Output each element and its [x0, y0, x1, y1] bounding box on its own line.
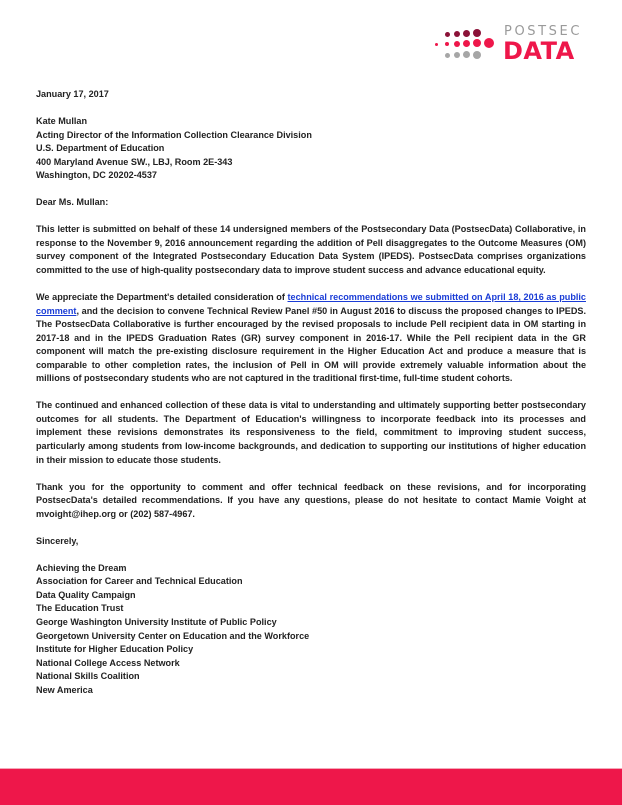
recipient-address — [36, 115, 586, 183]
signatory: Georgetown University Center on Education and the Workforce — [36, 630, 310, 641]
signatory: George Washington University Institute of Public Policy — [36, 616, 277, 627]
signatory: The Education Trust — [36, 603, 124, 614]
recipient-address-line1: 400 Maryland Avenue SW., LBJ, Room 2E-343 — [36, 156, 233, 167]
recipient-name: Kate Mullan — [36, 116, 88, 127]
technical-recommendations-link[interactable]: technical recommendations we submitted on April 18, 2016 as public comment — [36, 292, 586, 316]
salutation: Dear Ms. Mullan: — [36, 197, 109, 208]
letter-body — [36, 88, 586, 697]
signatory: Achieving the Dream — [36, 562, 127, 573]
recipient-title: Acting Director of the Information Collection Clearance Division — [36, 129, 312, 140]
signatory: National College Access Network — [36, 657, 180, 668]
signatory: Association for Career and Technical Education — [36, 576, 243, 587]
logo-text-postsec: POSTSEC — [504, 24, 583, 39]
letter-date: January 17, 2017 — [36, 89, 109, 99]
paragraph-2-intro: We appreciate the Department's detailed consideration of — [36, 292, 288, 303]
paragraph-1: This letter is submitted on behalf of these 14 undersigned members of the Postsecondary Data (PostsecData) Collaborative, in response to the November 9, 2016 announcement regarding the addition of Pell disaggregates to the Outcome Measures (OM) survey component of the Integrated Postsecondary Education Data System (IPEDS). PostsecData comprises organizations committed to the use of high-quality postsecondary data to improve student success and advance educational equity. — [36, 224, 586, 275]
signatory-list — [36, 562, 586, 697]
postsecdata-logo — [432, 22, 622, 66]
paragraph-3: The continued and enhanced collection of these data is vital to understanding and ultimately supporting better postsecondary outcomes for all students. The Department of Education's willingness to incorporate feedback into its processes and implement these revisions demonstrates its responsiveness to the field, commitment to improving student success, particularly among students from low-income backgrounds, and dedication to supporting our institutions of higher education in their mission to educate those students. — [36, 400, 586, 465]
paragraph-4: Thank you for the opportunity to comment and offer technical feedback on these revisions, and for incorporating PostsecData's detailed recommendations. If you have any questions, please do not hesitate to contact Mamie Voight at mvoight@ihep.org or (202) 587-4967. — [36, 481, 586, 519]
signatory: National Skills Coalition — [36, 671, 140, 682]
signatory: Data Quality Campaign — [36, 589, 136, 600]
footer-band — [0, 768, 622, 805]
logo-text-data: DATA — [503, 37, 575, 65]
recipient-org: U.S. Department of Education — [36, 143, 165, 154]
closing: Sincerely, — [36, 535, 79, 546]
recipient-address-line2: Washington, DC 20202-4537 — [36, 170, 157, 181]
signatory: Institute for Higher Education Policy — [36, 644, 194, 655]
paragraph-2-body: , and the decision to convene Technical Review Panel #50 in August 2016 to discuss the proposed changes to IPEDS. The PostsecData Collaborative is further encouraged by the revised proposals to include Pell recipient data in OM starting in 2017-18 and in the IPEDS Graduation Rates (GR) survey component in 2016-17. While the Pell recipient data in the GR component will match the pre-existing disclosure requirement in the Higher Education Act and produce a measure that is comparable to other completion rates, the inclusion of Pell in OM will provide extremely valuable information about the millions of postsecondary students who are not captured in the traditional first-time, full-time student cohorts. — [36, 305, 586, 384]
paragraph-2 — [36, 291, 586, 386]
signatory: New America — [36, 684, 93, 695]
